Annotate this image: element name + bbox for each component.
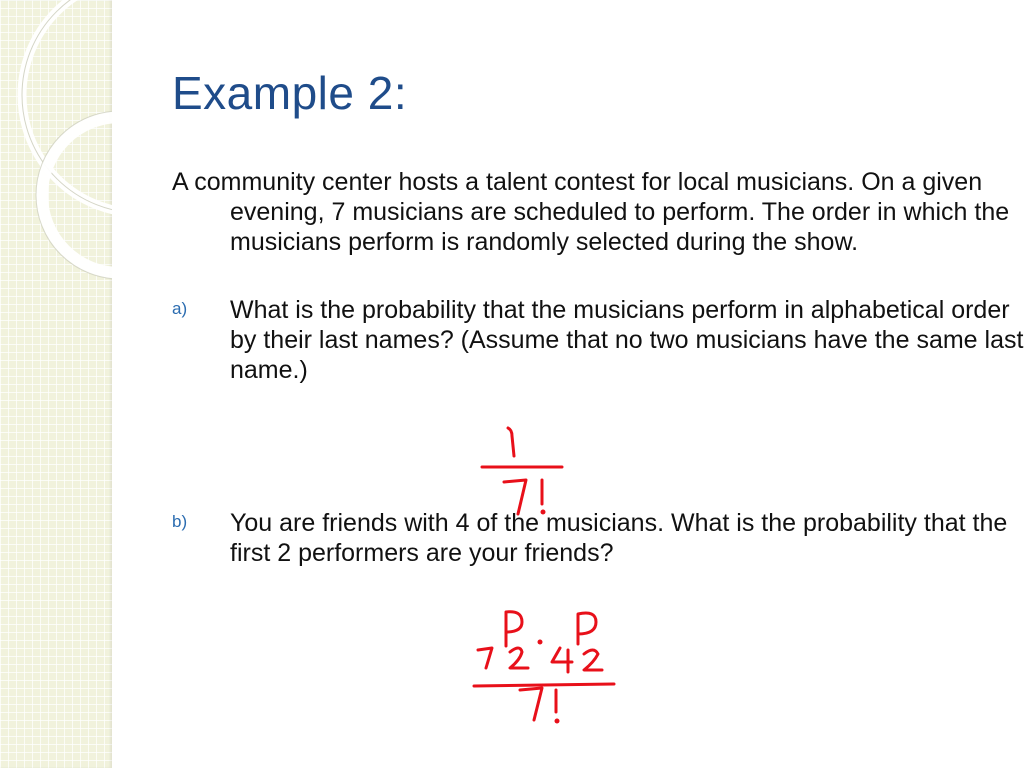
answer-b-two-stroke-1: [510, 648, 528, 668]
answer-b-fraction-bar: [474, 684, 614, 686]
answer-b-two-stroke-2: [584, 650, 602, 670]
answer-a-numerator-stroke: [508, 428, 514, 456]
answer-b-seven-stroke: [478, 648, 492, 668]
question-a: [172, 295, 1024, 385]
problem-intro: A community center hosts a talent contest for local musicians. On a given evening, 7 musicians are scheduled to perform. The order in which the musicians perform is randomly selected during the show.: [172, 168, 1010, 256]
handwritten-answer-b: [468, 606, 628, 728]
answer-b-p-stroke-1: [506, 612, 522, 646]
handwritten-answer-a: [470, 420, 580, 520]
decorative-circles: [0, 0, 112, 768]
answer-b-denominator-seven-stroke: [520, 688, 542, 720]
question-b: [172, 508, 1024, 568]
question-a-marker: a): [172, 299, 188, 318]
answer-b-dot-operator: [538, 640, 543, 645]
answer-b-denominator-exclamation-dot: [555, 719, 560, 724]
question-b-text: You are friends with 4 of the musicians. What is the probability that the first 2 performers are your friends?: [230, 509, 1008, 567]
decorative-side-band: [0, 0, 112, 768]
slide-title: Example 2:: [172, 67, 408, 119]
question-a-text: What is the probability that the musicians perform in alphabetical order by their last names? (Assume that no two musicians have the same last name.): [230, 296, 1024, 384]
answer-b-four-stroke: [552, 648, 572, 672]
answer-b-p-stroke-2: [578, 613, 596, 644]
question-b-marker: b): [172, 512, 188, 531]
